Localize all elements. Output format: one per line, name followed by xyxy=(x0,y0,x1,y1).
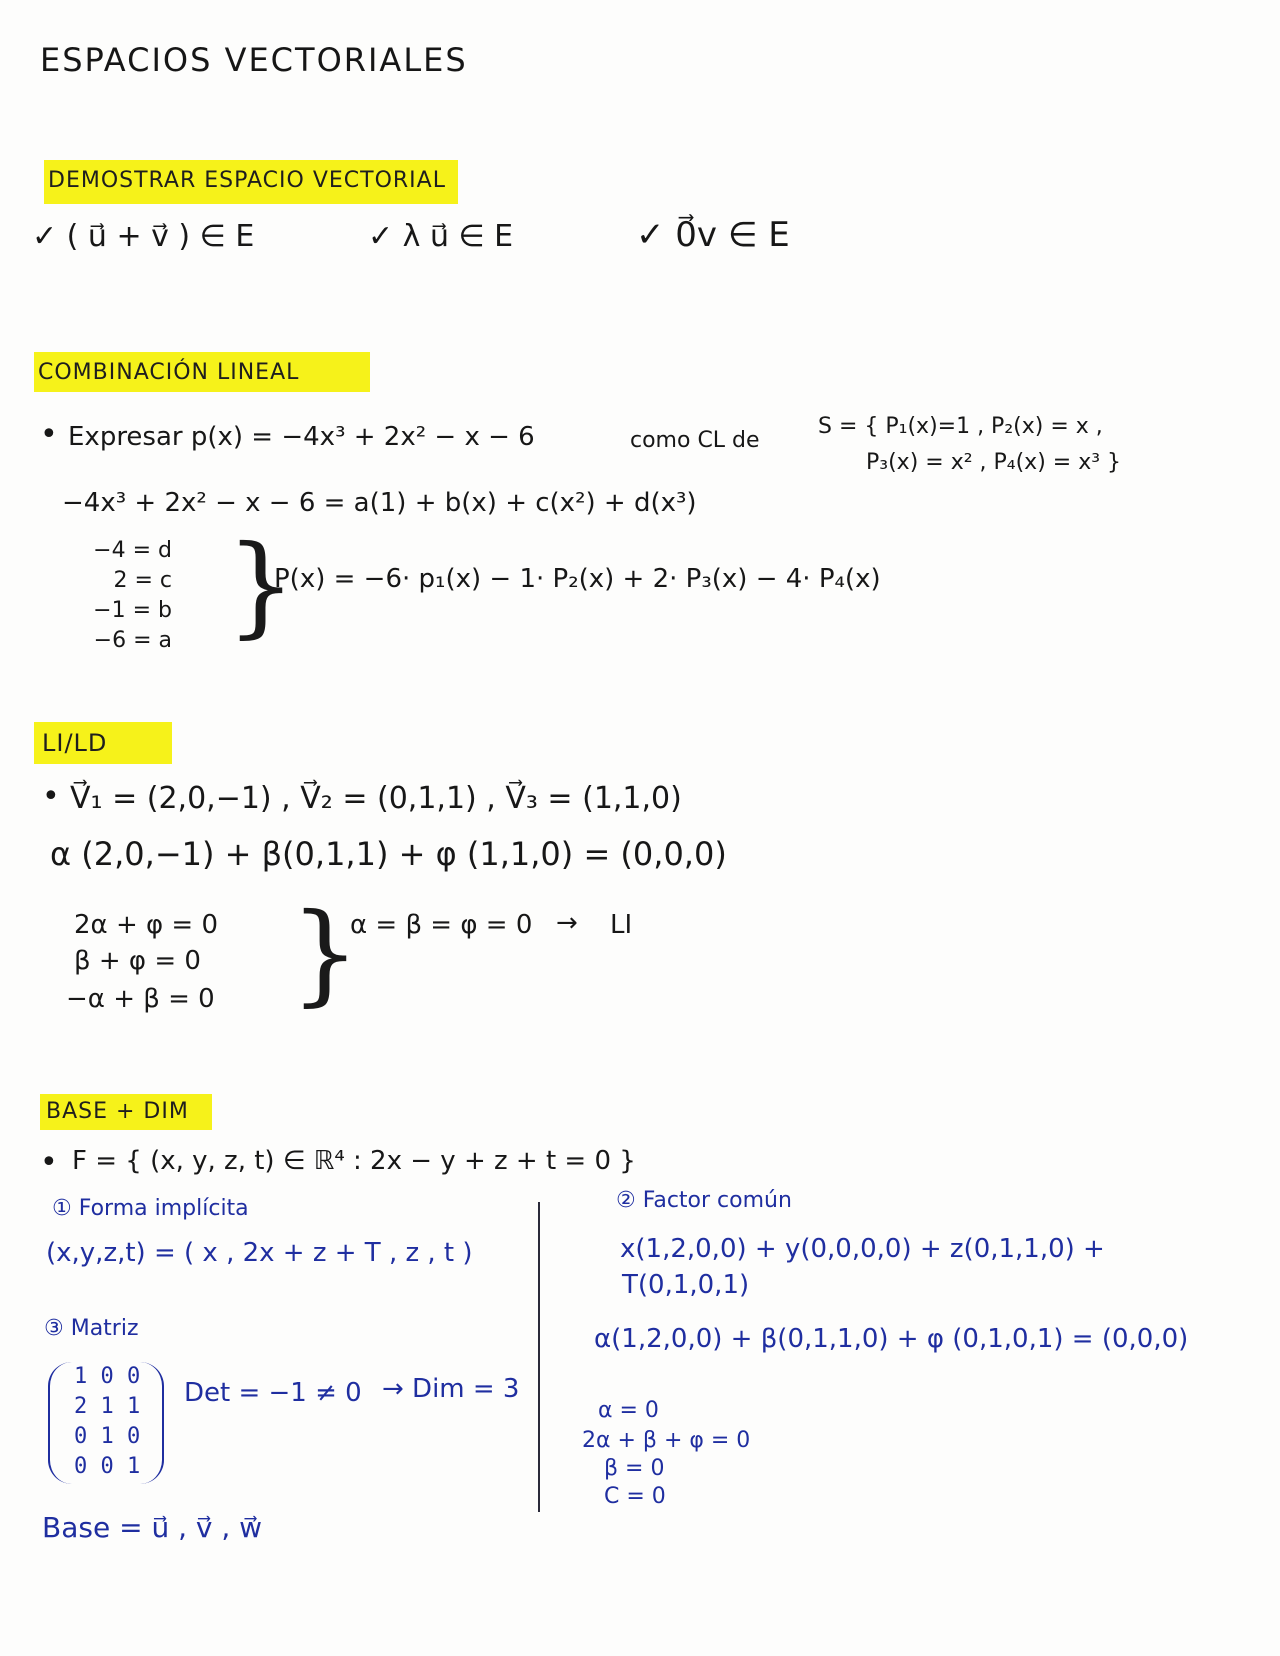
page-title: ESPACIOS VECTORIALES xyxy=(40,41,468,79)
step2-equation-3: α(1,2,0,0) + β(0,1,1,0) + φ (0,1,0,1) = (0,0,0) xyxy=(594,1324,1189,1354)
cl-como: como CL de xyxy=(630,428,760,453)
lild-equation: α (2,0,−1) + β(0,1,1) + φ (1,1,0) = (0,0,0) xyxy=(50,835,727,873)
step2-system: 2α + β + φ = 0 xyxy=(582,1428,751,1453)
column-divider xyxy=(538,1202,540,1512)
matrix-row: 2 1 1 xyxy=(74,1394,141,1419)
step2-system: α = 0 xyxy=(598,1398,659,1423)
step2-title: ② Factor común xyxy=(616,1188,792,1213)
bullet: • xyxy=(42,779,60,814)
cl-system-c: 2 = c xyxy=(113,568,172,593)
cl-expansion: −4x³ + 2x² − x − 6 = a(1) + b(x) + c(x²) + d(x³) xyxy=(62,488,697,518)
lild-system-3: −α + β = 0 xyxy=(66,984,215,1014)
step1-title: ① Forma implícita xyxy=(52,1196,249,1221)
lild-conclusion: LI xyxy=(610,910,633,940)
lild-result: α = β = φ = 0 xyxy=(350,910,533,940)
section-heading-lild: LI/LD xyxy=(42,729,108,757)
condition-scalar: ✓ λ u⃗ ∈ E xyxy=(368,219,514,254)
cl-set-row1: S = { P₁(x)=1 , P₂(x) = x , xyxy=(818,414,1103,439)
section-heading-combinacion: COMBINACIÓN LINEAL xyxy=(38,360,300,385)
cl-statement: Expresar p(x) = −4x³ + 2x² − x − 6 xyxy=(68,422,535,452)
dimension: → Dim = 3 xyxy=(382,1374,520,1404)
step3-title: ③ Matriz xyxy=(44,1316,139,1341)
base-definition: F = { (x, y, z, t) ∈ ℝ⁴ : 2x − y + z + t = 0 } xyxy=(72,1146,636,1176)
step2-equation-2: T(0,1,0,1) xyxy=(622,1270,750,1300)
lild-arrow: → xyxy=(556,908,578,938)
step1-equation: (x,y,z,t) = ( x , 2x + z + T , z , t ) xyxy=(46,1238,473,1268)
cl-system-d: −4 = d xyxy=(93,538,172,563)
lild-system-2: β + φ = 0 xyxy=(74,946,201,976)
step2-system: C = 0 xyxy=(604,1484,666,1509)
basis: Base = u⃗ , v⃗ , w⃗ xyxy=(42,1511,263,1544)
condition-sum: ✓ ( u⃗ + v⃗ ) ∈ E xyxy=(32,219,255,254)
section-heading-base: BASE + DIM xyxy=(46,1099,189,1124)
cl-set-row2: P₃(x) = x² , P₄(x) = x³ } xyxy=(866,450,1122,475)
lild-vectors: V⃗₁ = (2,0,−1) , V⃗₂ = (0,1,1) , V⃗₃ = (1,1,0) xyxy=(70,781,682,816)
matrix-row: 0 1 0 xyxy=(74,1424,141,1449)
matrix-row: 1 0 0 xyxy=(74,1364,141,1389)
step2-system: β = 0 xyxy=(604,1456,665,1481)
section-heading-demostrar: DEMOSTRAR ESPACIO VECTORIAL xyxy=(48,168,446,193)
system-brace: } xyxy=(226,521,296,649)
step2-equation-1: x(1,2,0,0) + y(0,0,0,0) + z(0,1,1,0) + xyxy=(620,1234,1105,1264)
cl-system-b: −1 = b xyxy=(93,598,172,623)
lild-system-1: 2α + φ = 0 xyxy=(74,910,219,940)
matrix-row: 0 0 1 xyxy=(74,1454,141,1479)
condition-zero: ✓ 0⃗v ∈ E xyxy=(636,215,790,255)
determinant: Det = −1 ≠ 0 xyxy=(184,1378,362,1408)
bullet: • xyxy=(40,1145,58,1180)
cl-system-a: −6 = a xyxy=(93,628,172,653)
cl-result: P(x) = −6· p₁(x) − 1· P₂(x) + 2· P₃(x) − 4· P₄(x) xyxy=(274,564,881,594)
bullet: • xyxy=(40,417,58,452)
system-brace: } xyxy=(290,889,360,1017)
